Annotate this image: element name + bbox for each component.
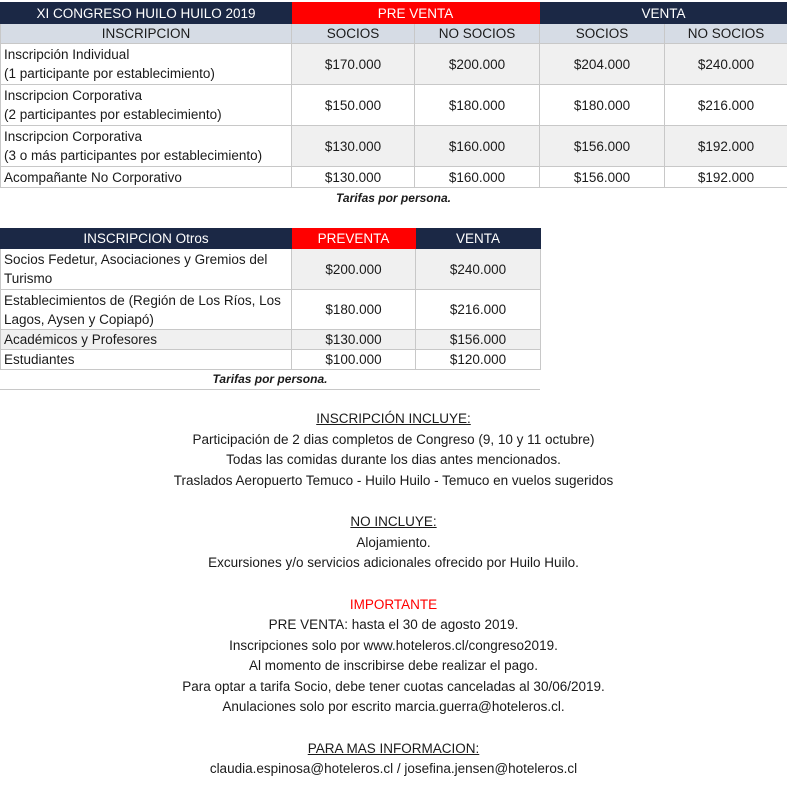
table-row	[1, 249, 541, 290]
row-label: Académicos y Profesores	[1, 330, 292, 350]
table2-underline	[0, 389, 540, 390]
row-label: Inscripción Individual (1 participante por establecimiento)	[1, 44, 292, 85]
importante-item: Para optar a tarifa Socio, debe tener cuotas canceladas al 30/06/2019.	[182, 678, 605, 694]
price-cell: $180.000	[415, 85, 540, 126]
contact-emails: claudia.espinosa@hoteleros.cl / josefina.jensen@hoteleros.cl	[209, 761, 578, 776]
price-cell: $120.000	[416, 350, 541, 370]
price-cell: $156.000	[540, 126, 665, 167]
preventa-header: PREVENTA	[292, 229, 416, 249]
importante-item: Al momento de inscribirse debe realizar el pago.	[249, 658, 538, 673]
row-label: Acompañante No Corporativo	[1, 167, 292, 188]
row-label: Socios Fedetur, Asociaciones y Gremios del Turismo	[1, 249, 292, 290]
socios-column-header: SOCIOS	[292, 24, 415, 44]
no-incluye-heading: NO INCLUYE:	[350, 514, 437, 529]
info-section	[0, 409, 787, 780]
preventa-header: PRE VENTA	[292, 3, 540, 24]
incluye-heading: INSCRIPCIÓN INCLUYE:	[316, 411, 471, 426]
table-row	[1, 85, 787, 126]
no-incluye-item: Alojamiento.	[356, 534, 431, 550]
importante-heading: IMPORTANTE	[349, 596, 438, 612]
inscripcion-otros-header: INSCRIPCION Otros	[1, 229, 292, 249]
price-cell: $240.000	[416, 249, 541, 290]
registration-price-table	[0, 2, 787, 188]
price-cell: $180.000	[292, 290, 416, 330]
price-cell: $150.000	[292, 85, 415, 126]
price-cell: $156.000	[416, 330, 541, 350]
price-cell: $170.000	[292, 44, 415, 85]
price-cell: $160.000	[415, 167, 540, 188]
price-cell: $192.000	[665, 167, 787, 188]
table-title: XI CONGRESO HUILO HUILO 2019	[1, 3, 292, 24]
price-cell: $200.000	[292, 249, 416, 290]
nosocios-column-header: NO SOCIOS	[665, 24, 787, 44]
price-cell: $130.000	[292, 330, 416, 350]
price-cell: $216.000	[416, 290, 541, 330]
incluye-item: Todas las comidas durante los dias antes mencionados.	[226, 452, 561, 467]
importante-item: Inscripciones solo por www.hoteleros.cl/congreso2019.	[229, 637, 558, 653]
incluye-item: Traslados Aeropuerto Temuco - Huilo Huilo - Temuco en vuelos sugeridos	[173, 472, 614, 488]
price-cell: $180.000	[540, 85, 665, 126]
table1-note: Tarifas por persona.	[336, 191, 451, 205]
table-row	[1, 290, 541, 330]
table-row	[1, 126, 787, 167]
no-incluye-item: Excursiones y/o servicios adicionales ofrecido por Huilo Huilo.	[208, 555, 579, 570]
inscripcion-column-header: INSCRIPCION	[1, 24, 292, 44]
price-cell: $216.000	[665, 85, 787, 126]
price-cell: $192.000	[665, 126, 787, 167]
row-label: Inscripcion Corporativa (3 o más participantes por establecimiento)	[1, 126, 292, 167]
table-row	[1, 350, 541, 370]
importante-item: PRE VENTA: hasta el 30 de agosto 2019.	[268, 617, 519, 632]
price-cell: $204.000	[540, 44, 665, 85]
price-cell: $160.000	[415, 126, 540, 167]
price-cell: $200.000	[415, 44, 540, 85]
nosocios-column-header: NO SOCIOS	[415, 24, 540, 44]
price-cell: $130.000	[292, 126, 415, 167]
price-cell: $100.000	[292, 350, 416, 370]
importante-item: Anulaciones solo por escrito marcia.guerra@hoteleros.cl.	[222, 699, 565, 714]
incluye-item: Participación de 2 dias completos de Congreso (9, 10 y 11 octubre)	[192, 431, 595, 447]
price-cell: $130.000	[292, 167, 415, 188]
table-row	[1, 167, 787, 188]
table-row	[1, 44, 787, 85]
price-cell: $240.000	[665, 44, 787, 85]
other-registration-table	[0, 228, 541, 370]
venta-header: VENTA	[540, 3, 787, 24]
venta-header: VENTA	[416, 229, 541, 249]
row-label: Estudiantes	[1, 350, 292, 370]
table2-note: Tarifas por persona.	[212, 372, 328, 386]
price-cell: $156.000	[540, 167, 665, 188]
row-label: Establecimientos de (Región de Los Ríos, Los Lagos, Aysen y Copiapó)	[1, 290, 292, 330]
table-row	[1, 330, 541, 350]
info-heading: PARA MAS INFORMACION:	[307, 740, 480, 756]
socios-column-header: SOCIOS	[540, 24, 665, 44]
row-label: Inscripcion Corporativa (2 participantes por establecimiento)	[1, 85, 292, 126]
